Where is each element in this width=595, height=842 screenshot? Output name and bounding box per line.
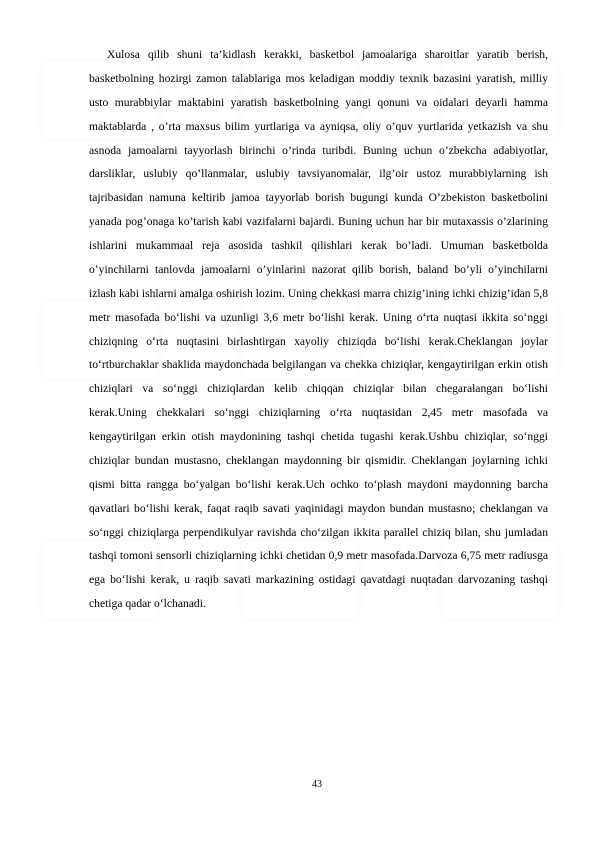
page-number: 43: [312, 779, 322, 790]
body-paragraph: Xulosa qilib shuni ta’kidlash kerakki, basketbol jamoalariga sharoitlar yaratib berish, basketbolning hozirgi zamon talablariga mos keladigan moddiy texnik bazasini yaratish, milliy usto murabbiylar maktabini yaratish basketbolning yangi qonuni va oidalari deyarli hamma maktablarda , o’rta maxsus bilim yurtlariga va ayniqsa, oliy o’quv yurtlarida yetkazish va shu asnoda jamoalarni tayyorlash birinchi o’rinda turibdi. Buning uchun o’zbekcha adabiyotlar, darsliklar, uslubiy qo’llanmalar, uslubiy tavsiyanomalar, ilg’oir ustoz murabbiylarning ish tajribasidan namuna keltirib jamoa tayyorlab borish bugungi kunda O’zbekiston basketbolini yanada pog’onaga ko’tarish kabi vazifalarni bajardi. Buning uchun har bir mutaxassis o’zlarining ishlarini mukammaal reja asosida tashkil qilishlari kerak bo’ladi. Umuman basketbolda o’yinchilarni tanlovda jamoalarni o’yinlarini nazorat qilib borish, baland bo’yli o’yinchilarni izlash kabi ishlarni amalga oshirish lozim. Uning chekkasi marra chizig’ining ichki chizig’idan 5,8 metr masofada bo‘lishi va uzunligi 3,6 metr bo‘lishi kerak. Uning o‘rta nuqtasi ikkita so‘nggi chiziqning o‘rta nuqtasini birlashtirgan xayoliy chiziqda bo‘lishi kerak.Cheklangan joylar to‘rtburchaklar shaklida maydonchada belgilangan va chekka chiziqlar, kengaytirilgan erkin otish chiziqlari va so‘nggi chiziqlardan kelib chiqqan chiziqlar bilan chegaralangan bo‘lishi kerak.Uning chekkalari so‘nggi chiziqlarning o‘rta nuqtasidan 2,45 metr masofada va kengaytirilgan erkin otish maydonining tashqi chetida tugashi kerak.Ushbu chiziqlar, so‘nggi chiziqlar bundan mustasno, cheklangan maydonning bir qismidir. Cheklangan joylarning ichki qismi bitta rangga bo‘yalgan bo‘lishi kerak.Uch ochko to‘plash maydoni maydonning barcha qavatlari bo‘lishi kerak, faqat raqib savati yaqinidagi maydon bundan mustasno; cheklangan va so‘nggi chiziqlarga perpendikulyar ravishda cho‘zilgan ikkita parallel chiziq bilan, shu jumladan tashqi tomoni sensorli chiziqlarning ichki chetidan 0,9 metr masofada.Darvoza 6,75 metr radiusga ega bo‘lishi kerak, u raqib savati markazining ostidagi qavatdagi nuqtadan darvozaning tashqi chetiga qadar o‘lchanadi.: [89, 48, 548, 611]
